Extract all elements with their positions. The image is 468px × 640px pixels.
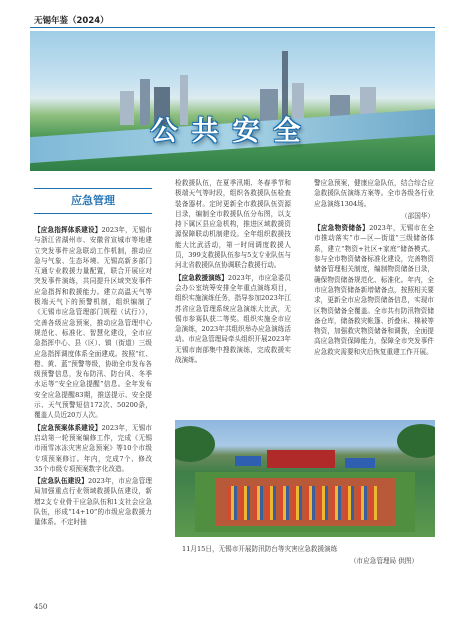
author-credit: （邵国华） <box>401 211 434 220</box>
paragraph: 【应急物资储备】2023年，无锡市在全市推动落实“市—区—街道”三级储备体系，建立“物资+社区+家庭”储备模式。参与全市物资储备标准化建设，完善物资储备管理相关制度，编制物资储备目录，确保物资储备规范化、标准化。年内，全市应急物资储备新增储备点，按照相关要求，更新全市应急物资储备信息，实现市区物资储备全覆盖。全市共有防汛物资储备仓库，储备救灾帐篷、折叠床、棉被等物资，加强救灾物资储备和调拨，全面提高应急物资保障能力，保障全市突发事件应急救灾需要和灾后恢复重建工作开展。 <box>314 224 435 356</box>
section-banner-image <box>30 31 435 171</box>
paragraph: 检救援队伍，在夏季汛期、冬春季节和极端天气等时段，组织各救援队伍检查装备器材。定时更新全市救援队伍资源目录，编制全市救援队伍分布图，以支持下属区县应急机构，推进区域救援资源保障联动机制建设。全年组织救援技能大比武活动，第一时间调度救援人员，399支救援队伍参与5支专业队伍与河北省救援队伍协调联合救援行动。 <box>175 179 291 270</box>
stage-backdrop <box>267 450 335 468</box>
photo-caption <box>182 543 432 567</box>
header-rule <box>30 27 435 28</box>
caption-line: 11月15日，无锡市开展防汛防台等灾害应急救援演练 <box>182 545 338 553</box>
rescue-teams-formation <box>227 486 377 520</box>
running-header: 无锡年鉴（2024） <box>34 16 109 26</box>
text-column-2 <box>175 178 291 367</box>
text-column-1 <box>34 225 152 530</box>
section-title: 应急管理 <box>34 188 152 214</box>
paragraph: 【应急救援演练】2023年，市应急委员会办公室统筹安排全年重点演练项目，组织实施演练任务，指导参加2023年江苏省应急管理系统应急演练大比武，无锡市参赛队获二等奖。组织实施全市应急演练，2023年共组织举办应急演练活动。市应急管理局牵头组织开展2023年无锡市南部集中搜救演练，完成救援实战演练。 <box>175 273 292 365</box>
caption-credit: （市应急管理局 供图） <box>349 557 418 565</box>
page-number: 450 <box>34 603 48 611</box>
paragraph: 【应急队伍建设】2023年，市应急管理局加强重点行业领域救援队伍建设，新增2支专业骨干应急队伍和1支社会应急队伍，形成“14+10”的市级应急救援力量体系。不定时抽 <box>34 477 153 527</box>
paragraph: 警应急预案，健康应急队伍，结合综合应急救援队伍演练方案等。全市各级各行业应急演练1304场。 <box>314 179 434 208</box>
text-column-3 <box>314 178 434 359</box>
banner-title: 公共安全 <box>150 116 315 147</box>
paragraph: 【应急指挥体系建设】2023年，无锡市与浙江省湖州市、安徽省宣城市等地建立突发事件应急联动工作机制，推动应急与气象、生态环境、无锡高新多部门互通专业救援力量配置，联合开展应对突发事件演练，共同提升区域突发事件应急指挥和救援能力。建立高温天气等极端天气下的预警机制，组织编制了《无锡市应急管理部门规程（试行）》，完善各级应急预案，推动应急管理中心规范化、标准化、智慧化建设，全市应急指挥中心、县（区）、镇（街道）三级应急指挥调度体系全面建成。按照“红、橙、黄、蓝”预警等级，协助全市发布各级预警信息，发布防汛、防台风、冬季水运等“安全应急提醒”信息。全年发布安全应急提醒83期，推送提示、安全提示、天气预警短信172次、50200条，覆盖人员近20万人次。 <box>34 226 153 420</box>
paragraph: 【应急预案体系建设】2023年，无锡市启动第一轮预案编修工作，完成《无锡市雨雪冰冻灾害应急预案》等10个市级专项预案修订。年内，完成7个、修改35个市级专项预案数字化改造。 <box>34 423 153 473</box>
drill-photo <box>175 420 435 537</box>
